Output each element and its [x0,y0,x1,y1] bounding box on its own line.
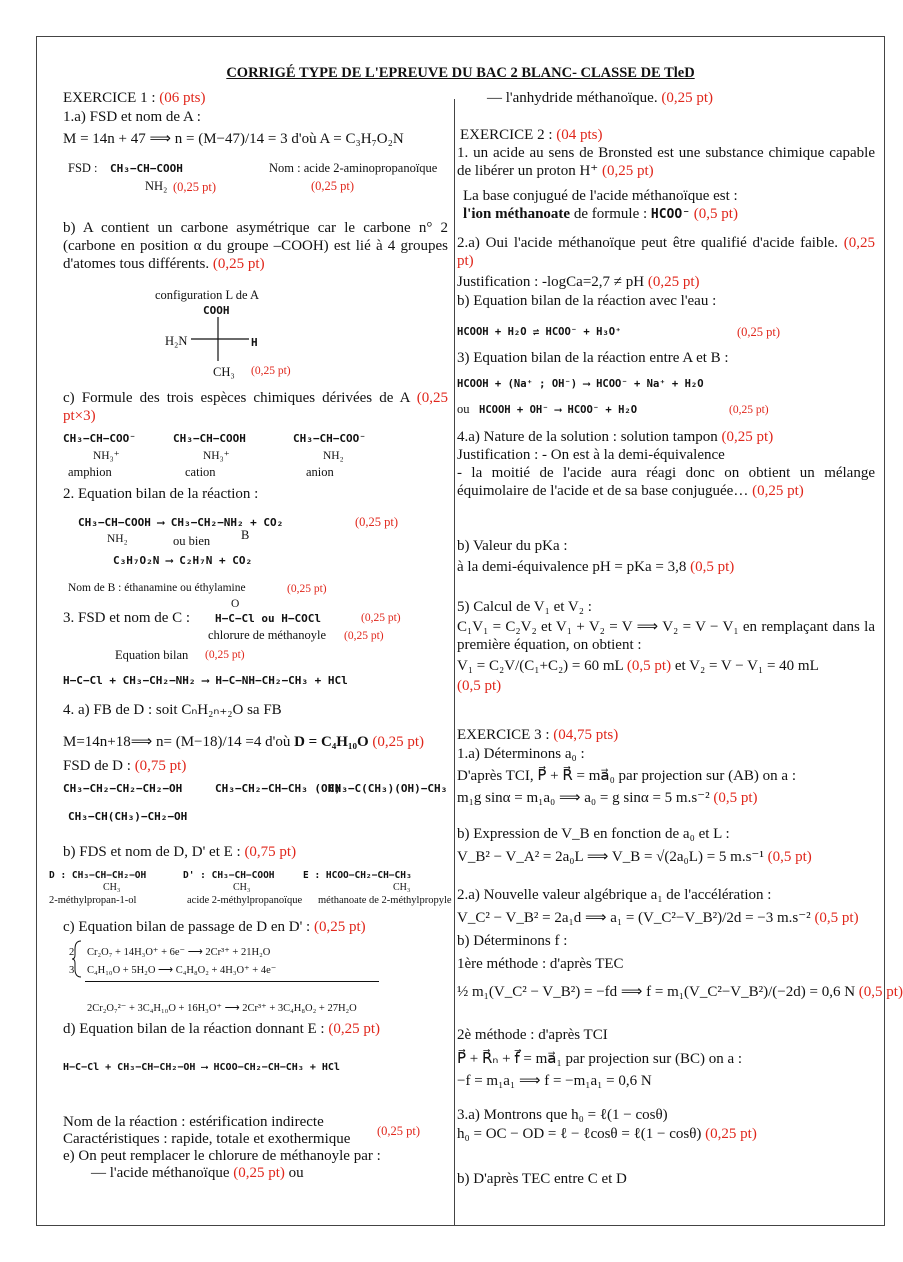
q1a: 1.a) FSD et nom de A : [63,109,201,125]
ex3-q3a: 3.a) Montrons que h₀ = ℓ(1 − cosθ) [457,1107,668,1123]
equation-e: H−C−Cl + CH₃−CH−CH₂−OH ⟶ HCOO−CH₂−CH−CH₃ + HCl [63,1062,340,1073]
eq2-line1: CH₃−CH−COOH ⟶ CH₃−CH₂−NH₂ + CO₂ [78,516,284,529]
eq3-label: Equation bilan [115,648,189,662]
q3-points: (0,25 pt) [361,612,401,624]
name-d: 2-méthylpropan-1-ol [49,895,137,906]
struct-d: D : CH₃−CH−CH₂−OH [49,870,147,881]
species-2-sub: NH₃⁺ [203,450,230,462]
exercise-1-heading: EXERCICE 1 : (06 pts) [63,90,206,106]
method-2-line2: −f = m₁a₁ ⟹ f = −m₁a₁ = 0,6 N [457,1073,652,1089]
q4b: b) FDS et nom de D, D' et E : (0,75 pt) [63,844,297,860]
species-1-formula: CH₃−CH−COO⁻ [63,432,136,445]
struct-e-methyl: CH₃ [393,882,411,893]
anhydride-item: — l'anhydride méthanoïque. (0,25 pt) [487,90,713,106]
config-right: H [251,336,258,349]
species-2-name: cation [185,465,216,479]
struct-d-prime: D' : CH₃−CH−COOH [183,870,275,881]
config-bottom: CH₃ [213,365,235,379]
ex2-q3: 3) Equation bilan de la réaction entre A et B : [457,350,729,366]
eq2-points: (0,25 pt) [355,515,399,529]
config-points: (0,25 pt) [251,365,291,377]
ex3-q1a: 1.a) Déterminons a₀ : [457,746,585,762]
justification-2: Justification : - On est à la demi-équivalence [457,447,725,463]
ex3-q3a-line: h₀ = OC − OD = ℓ − ℓcosθ = ℓ(1 − cosθ) (0,25 pt) [457,1126,757,1142]
ex3-q1a-line2: m₁g sinα = m₁a₀ ⟹ a₀ = g sinα = 5 m.s⁻² (0,5 pt) [457,790,758,806]
q4e-item: — l'acide méthanoïque (0,25 pt) ou [91,1165,304,1181]
sum-line [85,981,379,982]
species-2-formula: CH₃−CH−COOH [173,432,246,445]
name-c-points: (0,25 pt) [344,630,384,642]
fsd-points: (0,25 pt) [173,180,217,194]
equation-water: HCOOH + H₂O ⇌ HCOO⁻ + H₃O⁺ [457,326,622,338]
struct-e: E : HCOO−CH₂−CH−CH₃ [303,870,412,881]
or-else: ou bien [173,534,211,548]
reaction-name-points: (0,25 pt) [377,1124,421,1138]
struct-d-prime-methyl: CH₃ [233,882,251,893]
q3: 3. FSD et nom de C : [63,610,191,626]
q4c: c) Equation bilan de passage de D en D' : (0,25 pt) [63,919,366,935]
ex2-q5-line1: C₁V₁ = C₂V₂ et V₁ + V₂ = V ⟹ V₂ = V − V₁ en remplaçant dans la première équation, on obtient : [457,619,875,653]
ex3-q3b: b) D'après TEC entre C et D [457,1171,627,1187]
ex2-q2b: b) Equation bilan de la réaction avec l'eau : [457,293,717,309]
fsd-sub: NH₂ [145,179,168,193]
characteristics: Caractéristiques : rapide, totale et exothermique [63,1131,351,1147]
ex2-q1: 1. un acide au sens de Bronsted est une substance chimique capable de libérer un proton H⁺ (0,25 pt) [457,145,875,179]
config-left: H₂N [165,334,188,348]
justification-3: - la moitié de l'acide aura réagi donc on obtient un mélange équimolaire de l'acide et de sa base conjuguée… (0,25 pt) [457,465,875,499]
config-label: configuration L de A [155,288,260,302]
ex3-q2a: 2.a) Nouvelle valeur algébrique a₁ de l'accélération : [457,887,772,903]
q2: 2. Equation bilan de la réaction : [63,486,259,502]
justification: Justification : -logCa=2,7 ≠ pH (0,25 pt) [457,274,700,290]
isomer-3: CH₃−C(CH₃)(OH)−CH₃ [328,782,448,795]
ex2-q5: 5) Calcul de V₁ et V₂ : [457,599,592,615]
species-1-name: amphion [68,465,112,479]
exercise-3-heading: EXERCICE 3 : (04,75 pts) [457,727,619,743]
reaction-name: Nom de la réaction : estérification indirecte [63,1114,324,1130]
half1-coef: 2 [69,947,75,958]
name-c: chlorure de méthanoyle [208,628,327,642]
name-b: Nom de B : éthanamine ou éthylamine [68,582,246,594]
species-3-sub: NH₂ [323,450,344,462]
q4e: e) On peut remplacer le chlorure de méthanoyle par : [63,1148,381,1164]
half2-coef: 3 [69,965,75,976]
page-frame [36,36,903,1226]
isomer-2: CH₃−CH₂−CH−CH₃ (OH) [215,782,341,795]
ex2-q5-line2-points: (0,5 pt) [457,678,502,694]
name-b-points: (0,25 pt) [287,583,327,595]
eq2-sub: NH₂ [107,533,128,545]
equation-ab-1: HCOOH + (Na⁺ ; OH⁻) ⟶ HCOO⁻ + Na⁺ + H₂O [457,378,704,390]
name-d-prime: acide 2-méthylpropanoïque [187,895,303,906]
half-equation-2: C₄H₁₀O + 5H₂O ⟶ C₄H₈O₂ + 4H₃O⁺ + 4e⁻ [87,965,277,976]
q4a-equation: M=14n+18⟹ n= (M−18)/14 =4 d'où D = C₄H₁₀O (0,25 pt) [63,734,425,750]
ex2-q5-line2: V₁ = C₂V/(C₁+C₂) = 60 mL (0,5 pt) et V₂ = V − V₁ = 40 mL [457,658,819,674]
ex3-q1b: b) Expression de V_B en fonction de a₀ et L : [457,826,730,842]
q3-formula: H−C−Cl ou H−COCl [215,612,321,625]
name-a-points: (0,25 pt) [311,179,355,193]
exercise-2-heading: EXERCICE 2 : (04 pts) [460,127,603,143]
eq3-points: (0,25 pt) [205,649,245,661]
species-3-formula: CH₃−CH−COO⁻ [293,432,366,445]
method-2: 2è méthode : d'après TCI [457,1027,608,1043]
equation-ab-or: ou [457,402,470,416]
eq2-b: B [241,528,250,542]
method-1-equation: ½ m₁(V_C² − V_B²) = −fd ⟹ f = m₁(V_C²−V_B²)/(−2d) = 0,6 N (0,5 pt) [457,984,903,1000]
q1b: b) A contient un carbone asymétrique car le carbone n° 2 (carbone en position α du groupe –COOH) est lié à 4 groupes d'atomes tous différents. (0,25 pt) [63,220,448,272]
equation-ab-2-points: (0,25 pt) [729,404,769,416]
fsd-d: FSD de D : (0,75 pt) [63,758,187,774]
page-title: CORRIGÉ TYPE DE L'EPREUVE DU BAC 2 BLANC- CLASSE DE TleD [226,65,695,81]
method-2-line1: P⃗ + R⃗ₙ + f⃗ = ma⃗₁ par projection sur (BC) on a : [457,1051,743,1067]
equation-ab-2: HCOOH + OH⁻ ⟶ HCOO⁻ + H₂O [479,404,638,416]
fsd-formula: CH₃−CH−COOH [110,162,183,175]
q3-oxygen: O [231,598,240,610]
name-a: Nom : acide 2-aminopropanoïque [269,161,438,175]
method-1: 1ère méthode : d'après TEC [457,956,624,972]
q4d: d) Equation bilan de la réaction donnant E : (0,25 pt) [63,1021,381,1037]
ex3-q2a-line: V_C² − V_B² = 2a₁d ⟹ a₁ = (V_C²−V_B²)/2d = −3 m.s⁻² (0,5 pt) [457,910,859,926]
name-e: méthanoate de 2-méthylpropyle [318,895,452,906]
species-3-name: anion [306,465,334,479]
species-1-sub: NH₃⁺ [93,450,120,462]
ion-line: l'ion méthanoate de formule : HCOO⁻ (0,5 pt) [463,206,738,222]
fsd-label: FSD : [68,161,98,175]
ex2-q4a: 4.a) Nature de la solution : solution tampon (0,25 pt) [457,429,774,445]
config-top: COOH [203,304,230,317]
eq2-line2: C₃H₇O₂N ⟶ C₂H₇N + CO₂ [113,554,253,567]
struct-d-methyl: CH₃ [103,882,121,893]
ex2-q4b: b) Valeur du pKa : [457,538,568,554]
ex2-q4b-answer: à la demi-équivalence pH = pKa = 3,8 (0,5 pt) [457,559,735,575]
ex3-q1b-line: V_B² − V_A² = 2a₀L ⟹ V_B = √(2a₀L) = 5 m.s⁻¹ (0,5 pt) [457,849,812,865]
ex3-q2b: b) Déterminons f : [457,933,568,949]
eq3: H−C−Cl + CH₃−CH₂−NH₂ ⟶ H−C−NH−CH₂−CH₃ + HCl [63,674,348,687]
isomer-1: CH₃−CH₂−CH₂−CH₂−OH [63,782,183,795]
isomer-4: CH₃−CH(CH₃)−CH₂−OH [68,810,188,823]
base-line: La base conjugué de l'acide méthanoïque est : [463,188,738,204]
mass-equation: M = 14n + 47 ⟹ n = (M−47)/14 = 3 d'où A = C₃H₇O₂N [63,131,404,147]
q4a: 4. a) FB de D : soit CₙH₂ₙ₊₂O sa FB [63,702,282,718]
equation-water-points: (0,25 pt) [737,325,781,339]
ex2-q2a: 2.a) Oui l'acide méthanoïque peut être qualifié d'acide faible. (0,25 pt) [457,235,876,269]
global-equation: 2Cr₂O₇²⁻ + 3C₄H₁₀O + 16H₃O⁺ ⟶ 2Cr³⁺ + 3C₄H₈O₂ + 27H₂O [87,1003,357,1014]
ex3-q1a-line1: D'après TCI, P⃗ + R⃗ = ma⃗₀ par projection sur (AB) on a : [457,768,797,784]
q1c: c) Formule des trois espèces chimiques dérivées de A (0,25 pt×3) [63,390,448,424]
column-divider [454,99,455,1225]
half-equation-1: Cr₂O₇ + 14H₃O⁺ + 6e⁻ ⟶ 2Cr³⁺ + 21H₂O [87,947,271,958]
